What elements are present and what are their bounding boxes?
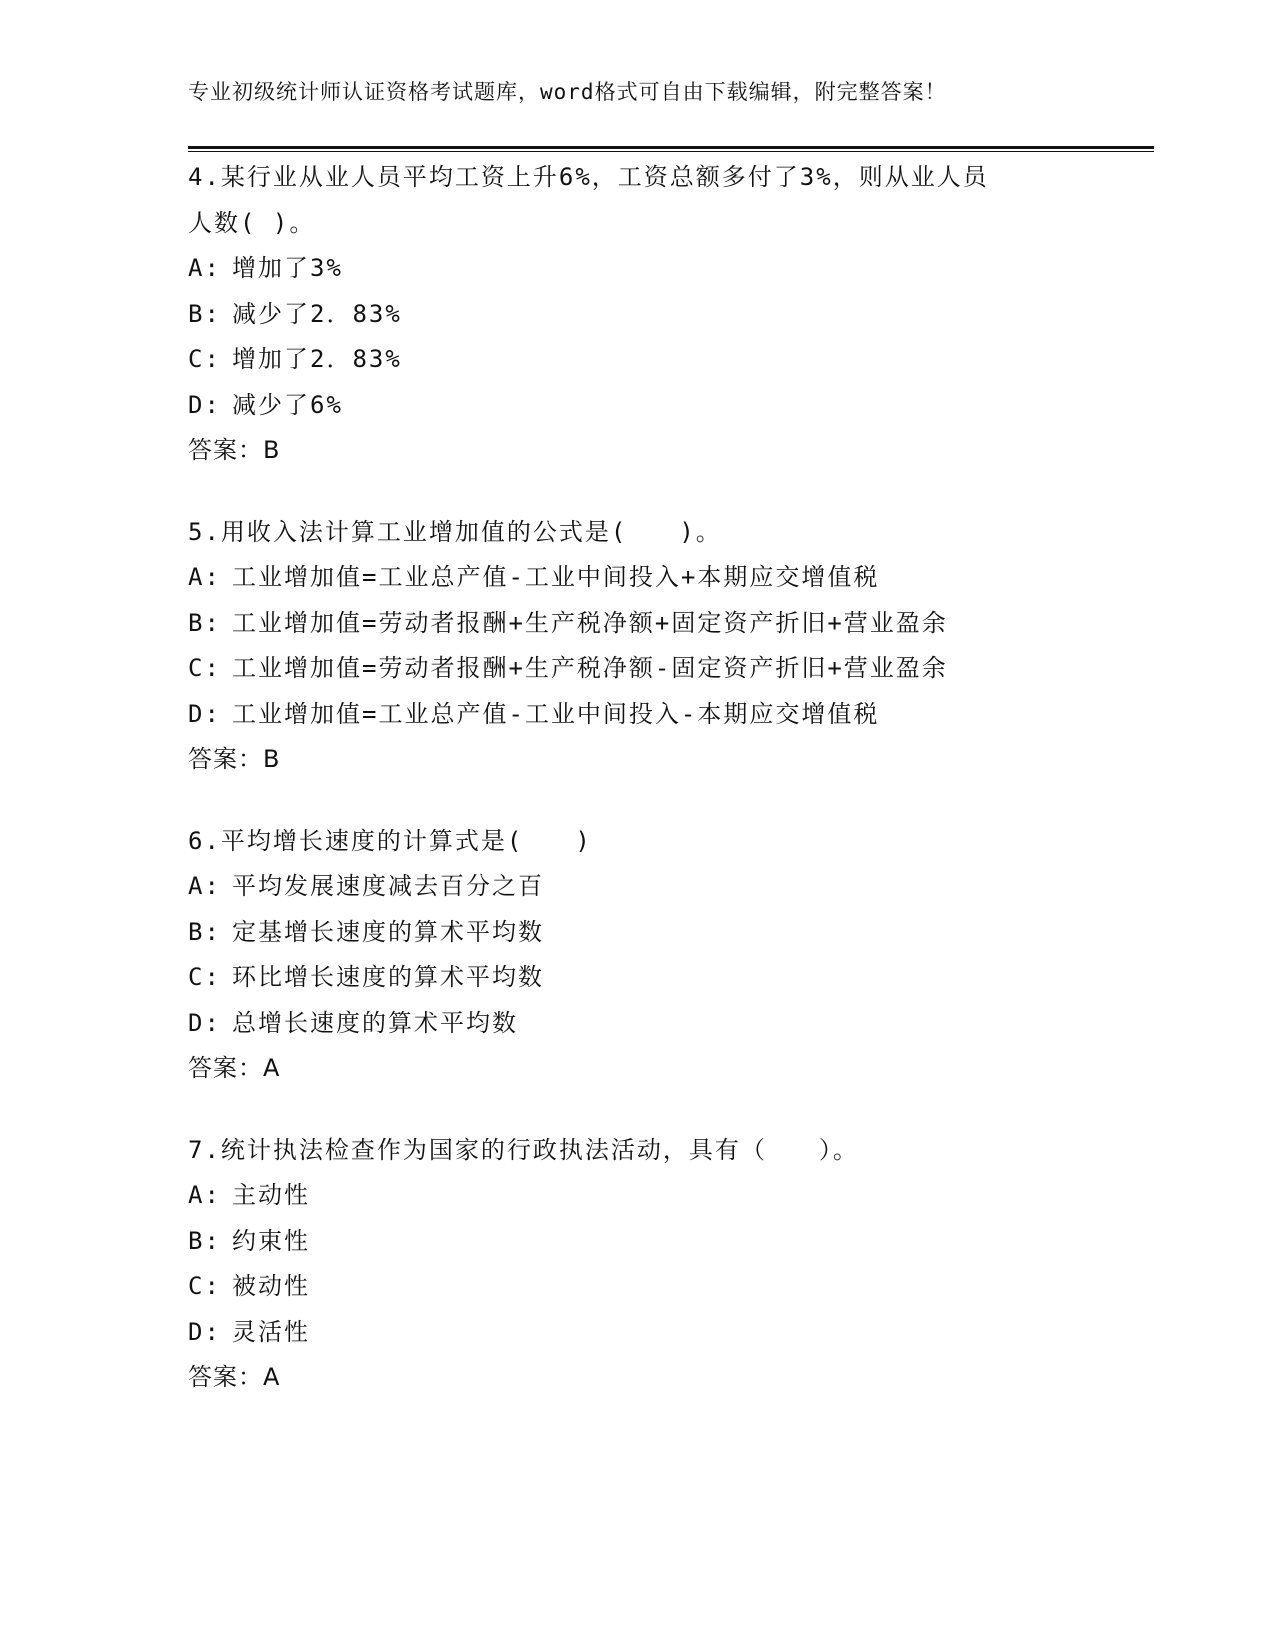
option-key: D:	[188, 390, 221, 419]
option-key: B:	[188, 1226, 221, 1255]
option-d	[188, 1001, 1154, 1047]
option-key: C:	[188, 654, 221, 682]
option-text: 主动性	[232, 1181, 310, 1209]
answer: 答案：B	[188, 436, 281, 464]
option-a	[188, 555, 1154, 601]
option-d	[188, 383, 1154, 429]
option-text: 工业增加值=劳动者报酬+生产税净额+固定资产折旧+营业盈余	[232, 608, 948, 637]
option-key: B:	[188, 299, 221, 328]
option-d	[188, 692, 1154, 738]
option-key: D:	[188, 1008, 221, 1037]
question-stem: 6.平均增长速度的计算式是( )	[188, 826, 592, 855]
option-b	[188, 292, 1154, 338]
option-text: 工业增加值=工业总产值-工业中间投入+本期应交增值税	[232, 563, 880, 591]
option-text: 定基增长速度的算术平均数	[232, 917, 544, 946]
option-text: 工业增加值=劳动者报酬+生产税净额-固定资产折旧+营业盈余	[232, 654, 948, 682]
option-key: C:	[188, 1272, 221, 1300]
option-key: A:	[188, 254, 221, 282]
option-c	[188, 1264, 1154, 1310]
header-rule	[188, 146, 1154, 149]
answer: 答案：B	[188, 745, 281, 773]
question-6	[188, 819, 1154, 1092]
option-key: C:	[188, 345, 221, 373]
option-key: A:	[188, 563, 221, 591]
option-b	[188, 910, 1154, 956]
option-a	[188, 864, 1154, 910]
option-text: 增加了3%	[232, 254, 343, 282]
question-stem: 7.统计执法检查作为国家的行政执法活动，具有（ ）。	[188, 1135, 859, 1164]
option-c	[188, 646, 1154, 692]
option-key: D:	[188, 699, 221, 728]
option-text: 平均发展速度减去百分之百	[232, 872, 544, 900]
option-key: B:	[188, 608, 221, 637]
option-b	[188, 601, 1154, 647]
option-key: D:	[188, 1317, 221, 1346]
option-key: B:	[188, 917, 221, 946]
header-rule-thin	[188, 151, 1154, 152]
option-text: 约束性	[232, 1226, 310, 1255]
question-stem: 5.用收入法计算工业增加值的公式是( )。	[188, 517, 722, 546]
answer: 答案：A	[188, 1363, 281, 1391]
option-c	[188, 337, 1154, 383]
question-7	[188, 1128, 1154, 1401]
option-text: 环比增长速度的算术平均数	[232, 963, 544, 991]
option-text: 增加了2．83%	[232, 345, 402, 373]
question-list	[188, 155, 1154, 1437]
question-stem: 4.某行业从业人员平均工资上升6%，工资总额多付了3%，则从业人员	[188, 163, 989, 191]
option-c	[188, 955, 1154, 1001]
question-5	[188, 510, 1154, 783]
option-text: 减少了6%	[232, 390, 343, 419]
question-4	[188, 155, 1154, 474]
option-text: 减少了2．83%	[232, 299, 402, 328]
option-b	[188, 1219, 1154, 1265]
question-stem: 人数( )。	[188, 208, 316, 237]
page-header: 专业初级统计师认证资格考试题库，word格式可自由下载编辑，附完整答案！	[188, 80, 947, 104]
option-key: A:	[188, 1181, 221, 1209]
option-text: 总增长速度的算术平均数	[232, 1008, 518, 1037]
option-text: 工业增加值=工业总产值-工业中间投入-本期应交增值税	[232, 699, 880, 728]
option-text: 灵活性	[232, 1317, 310, 1346]
option-d	[188, 1310, 1154, 1356]
option-key: C:	[188, 963, 221, 991]
option-a	[188, 246, 1154, 292]
option-key: A:	[188, 872, 221, 900]
option-text: 被动性	[232, 1272, 310, 1300]
answer: 答案：A	[188, 1054, 281, 1082]
option-a	[188, 1173, 1154, 1219]
